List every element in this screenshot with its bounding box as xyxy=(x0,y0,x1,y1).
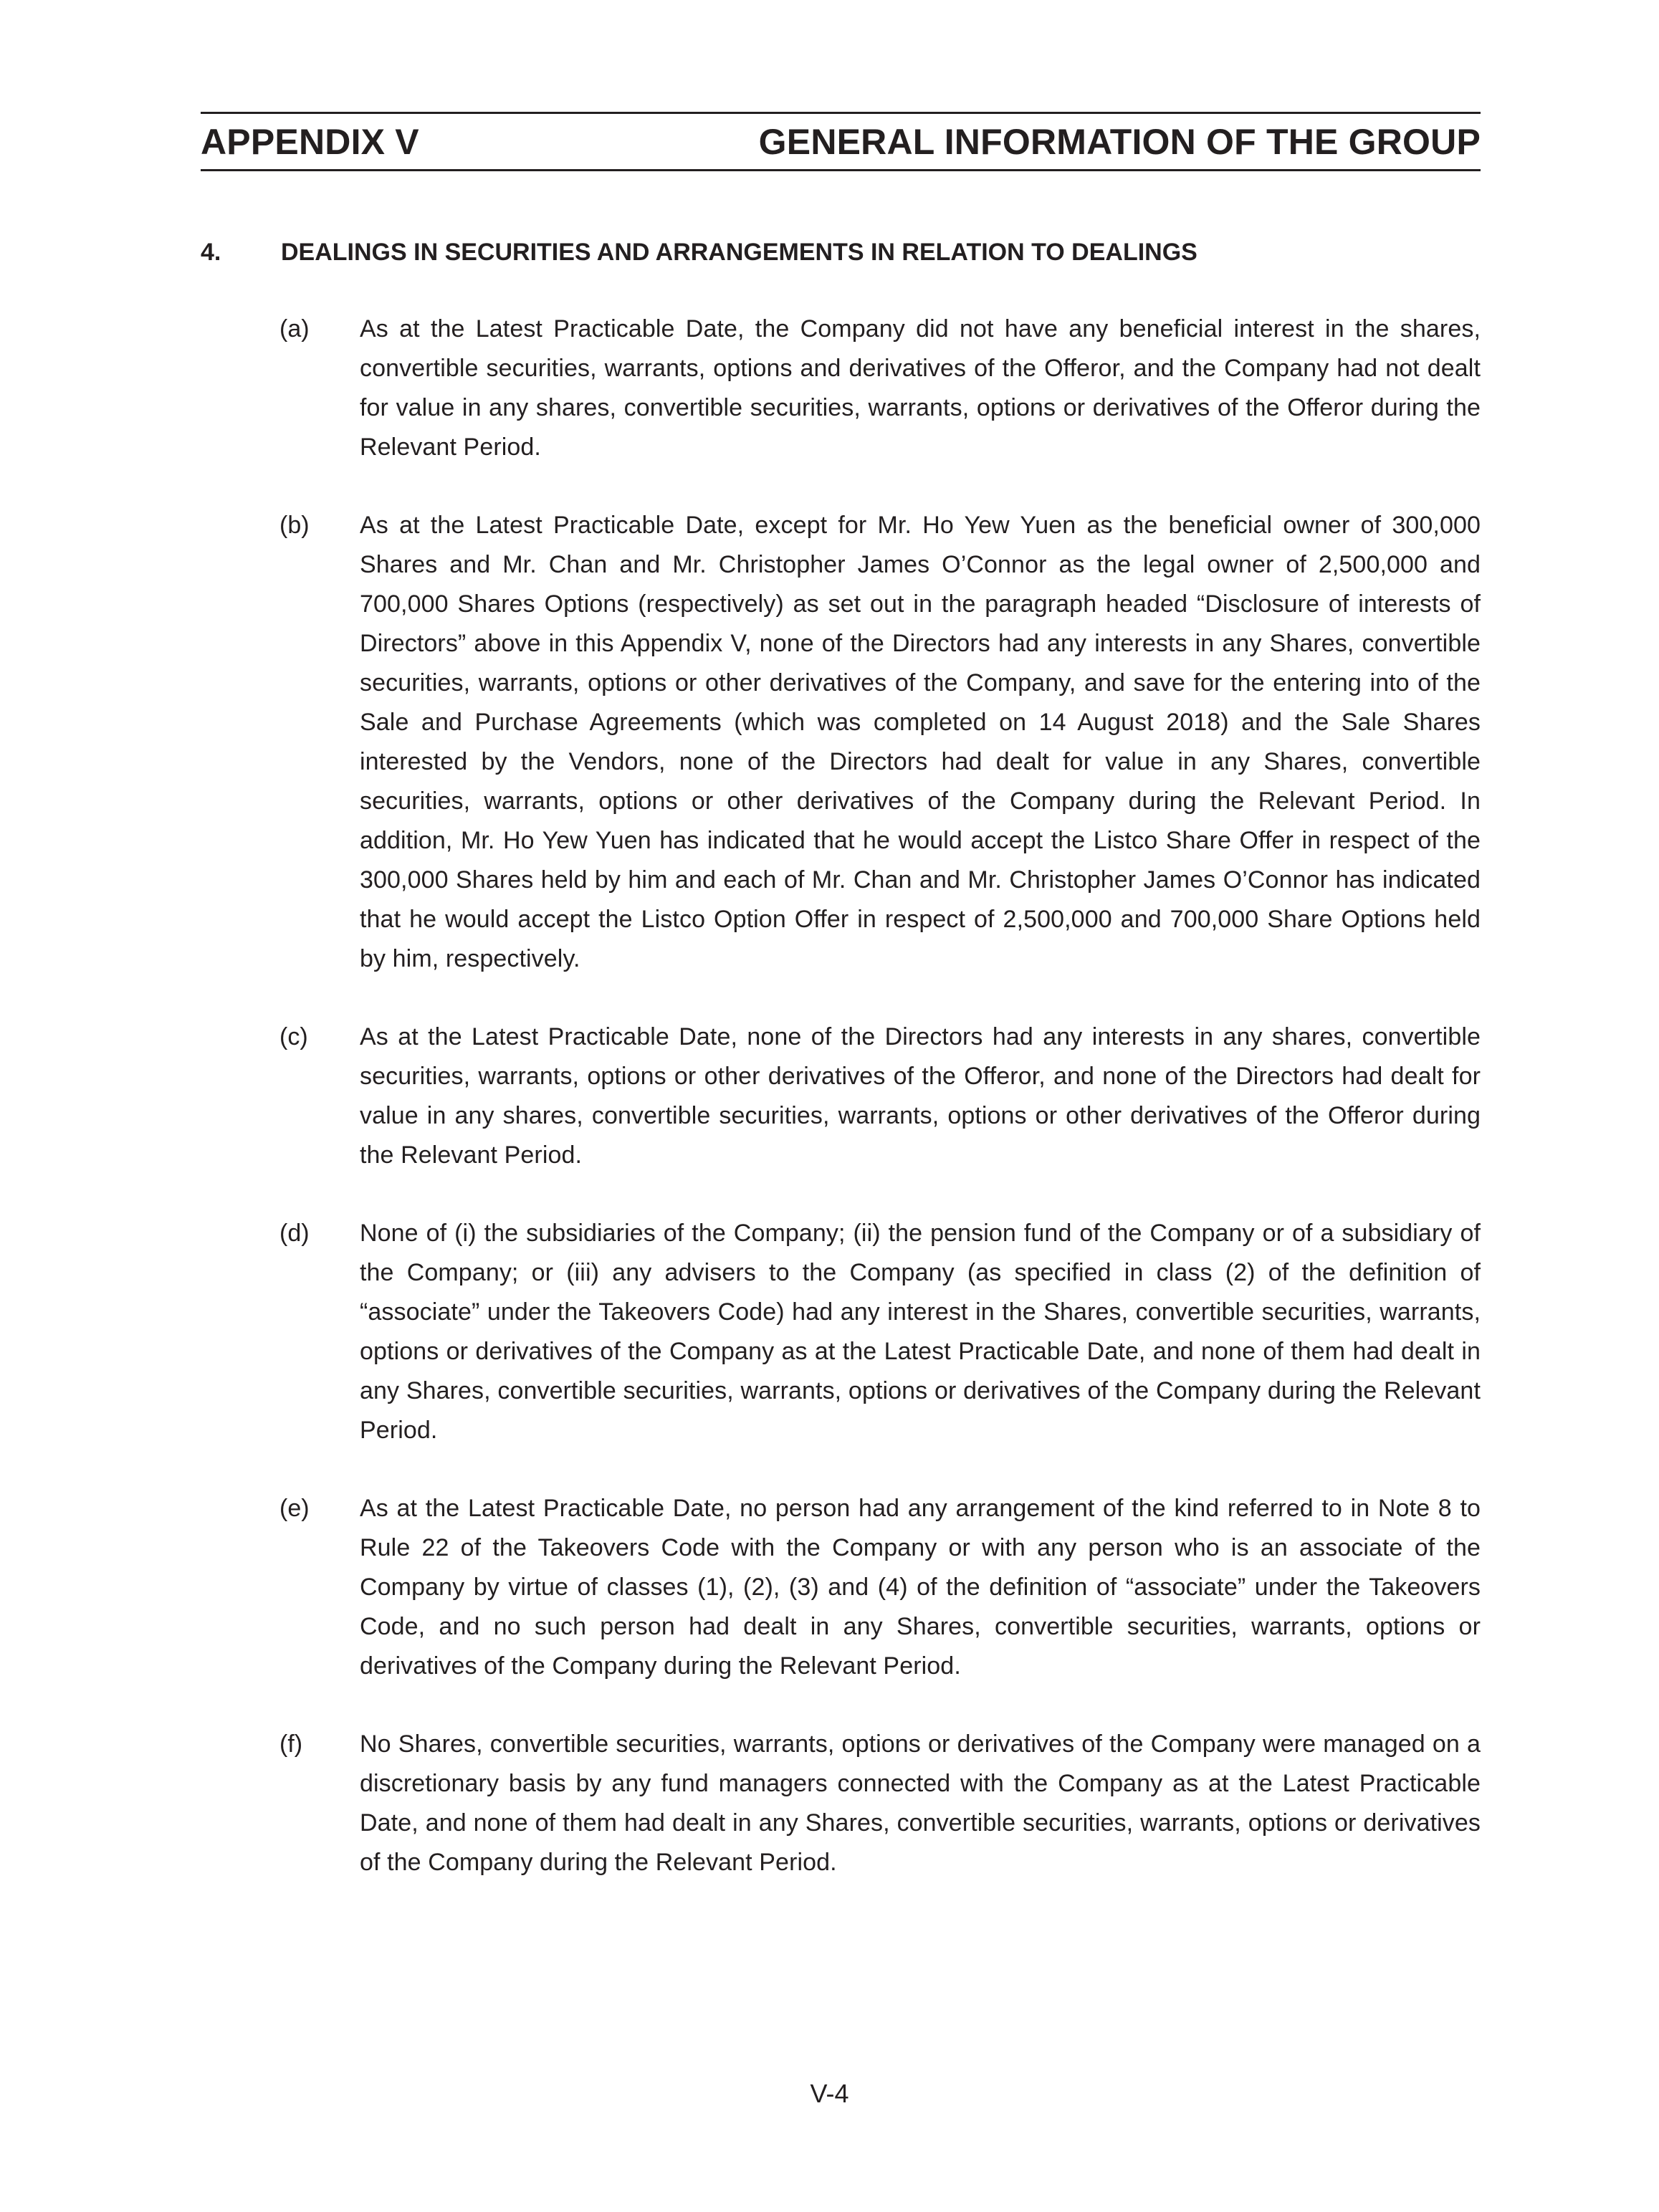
section-title: DEALINGS IN SECURITIES AND ARRANGEMENTS IN RELATION TO DEALINGS xyxy=(281,239,1197,266)
paragraph-label: (d) xyxy=(279,1220,310,1247)
paragraph-d xyxy=(201,1214,1481,1450)
paragraph-a xyxy=(201,310,1481,467)
header-bottom-rule xyxy=(201,169,1481,171)
paragraph-text: No Shares, convertible securities, warrants, options or derivatives of the Company were managed on a discretionary basis by any fund managers connected with the Company as at the Latest Practicable Date, and none of them had dealt in any Shares, convertible securities, warrants, options or derivatives of the Company during the Relevant Period. xyxy=(360,1730,1481,1876)
paragraph-text: As at the Latest Practicable Date, none of the Directors had any interests in any shares, convertible securities, warrants, options or other derivatives of the Offeror, and none of the Directors had dealt for value in any shares, convertible securities, warrants, options or other derivatives of the Offeror during the Relevant Period. xyxy=(360,1023,1481,1169)
paragraph-label: (f) xyxy=(279,1730,303,1758)
paragraph-list xyxy=(201,310,1481,1921)
appendix-subject: GENERAL INFORMATION OF THE GROUP xyxy=(758,122,1481,162)
header-top-rule xyxy=(201,112,1481,114)
paragraph-c xyxy=(201,1018,1481,1175)
paragraph-label: (e) xyxy=(279,1495,310,1522)
paragraph-text: As at the Latest Practicable Date, the Company did not have any beneficial interest in the shares, convertible securities, warrants, options and derivatives of the Offeror, and the Company had not dealt for value in any shares, convertible securities, warrants, options or derivatives of the Offeror during the Relevant Period. xyxy=(360,315,1481,461)
paragraph-b xyxy=(201,506,1481,979)
paragraph-label: (b) xyxy=(279,512,310,539)
paragraph-text: None of (i) the subsidiaries of the Company; (ii) the pension fund of the Company or of a subsidiary of the Company; or (iii) any advisers to the Company (as specified in class (2) of the definition of “associate” under the Takeovers Code) had any interest in the Shares, convertible securities, warrants, options or derivatives of the Company as at the Latest Practicable Date, and none of them had dealt in any Shares, convertible securities, warrants, options or derivatives of the Company during the Relevant Period. xyxy=(360,1220,1481,1444)
paragraph-f xyxy=(201,1725,1481,1882)
section-number: 4. xyxy=(201,239,221,266)
paragraph-e xyxy=(201,1489,1481,1686)
page-number: V-4 xyxy=(810,2079,849,2108)
paragraph-text: As at the Latest Practicable Date, no person had any arrangement of the kind referred to in Note 8 to Rule 22 of the Takeovers Code with the Company or with any person who is an associate of the Company by virtue of classes (1), (2), (3) and (4) of the definition of “associate” under the Takeovers Code, and no such person had dealt in any Shares, convertible securities, warrants, options or derivatives of the Company during the Relevant Period. xyxy=(360,1495,1481,1680)
paragraph-text: As at the Latest Practicable Date, except for Mr. Ho Yew Yuen as the beneficial owner of 300,000 Shares and Mr. Chan and Mr. Christopher James O’Connor as the legal owner of 2,500,000 and 700,000 Shares Options (respectively) as set out in the paragraph headed “Disclosure of interests of Directors” above in this Appendix V, none of the Directors had any interests in any Shares, convertible securities, warrants, options or other derivatives of the Company, and save for the entering into of the Sale and Purchase Agreements (which was completed on 14 August 2018) and the Sale Shares interested by the Vendors, none of the Directors had dealt for value in any Shares, convertible securities, warrants, options or other derivatives of the Company during the Relevant Period. In addition, Mr. Ho Yew Yuen has indicated that he would accept the Listco Share Offer in respect of the 300,000 Shares held by him and each of Mr. Chan and Mr. Christopher James O’Connor has indicated that he would accept the Listco Option Offer in respect of 2,500,000 and 700,000 Share Options held by him, respectively. xyxy=(360,512,1481,972)
appendix-title: APPENDIX V xyxy=(201,122,419,162)
paragraph-label: (a) xyxy=(279,315,310,343)
paragraph-label: (c) xyxy=(279,1023,308,1050)
